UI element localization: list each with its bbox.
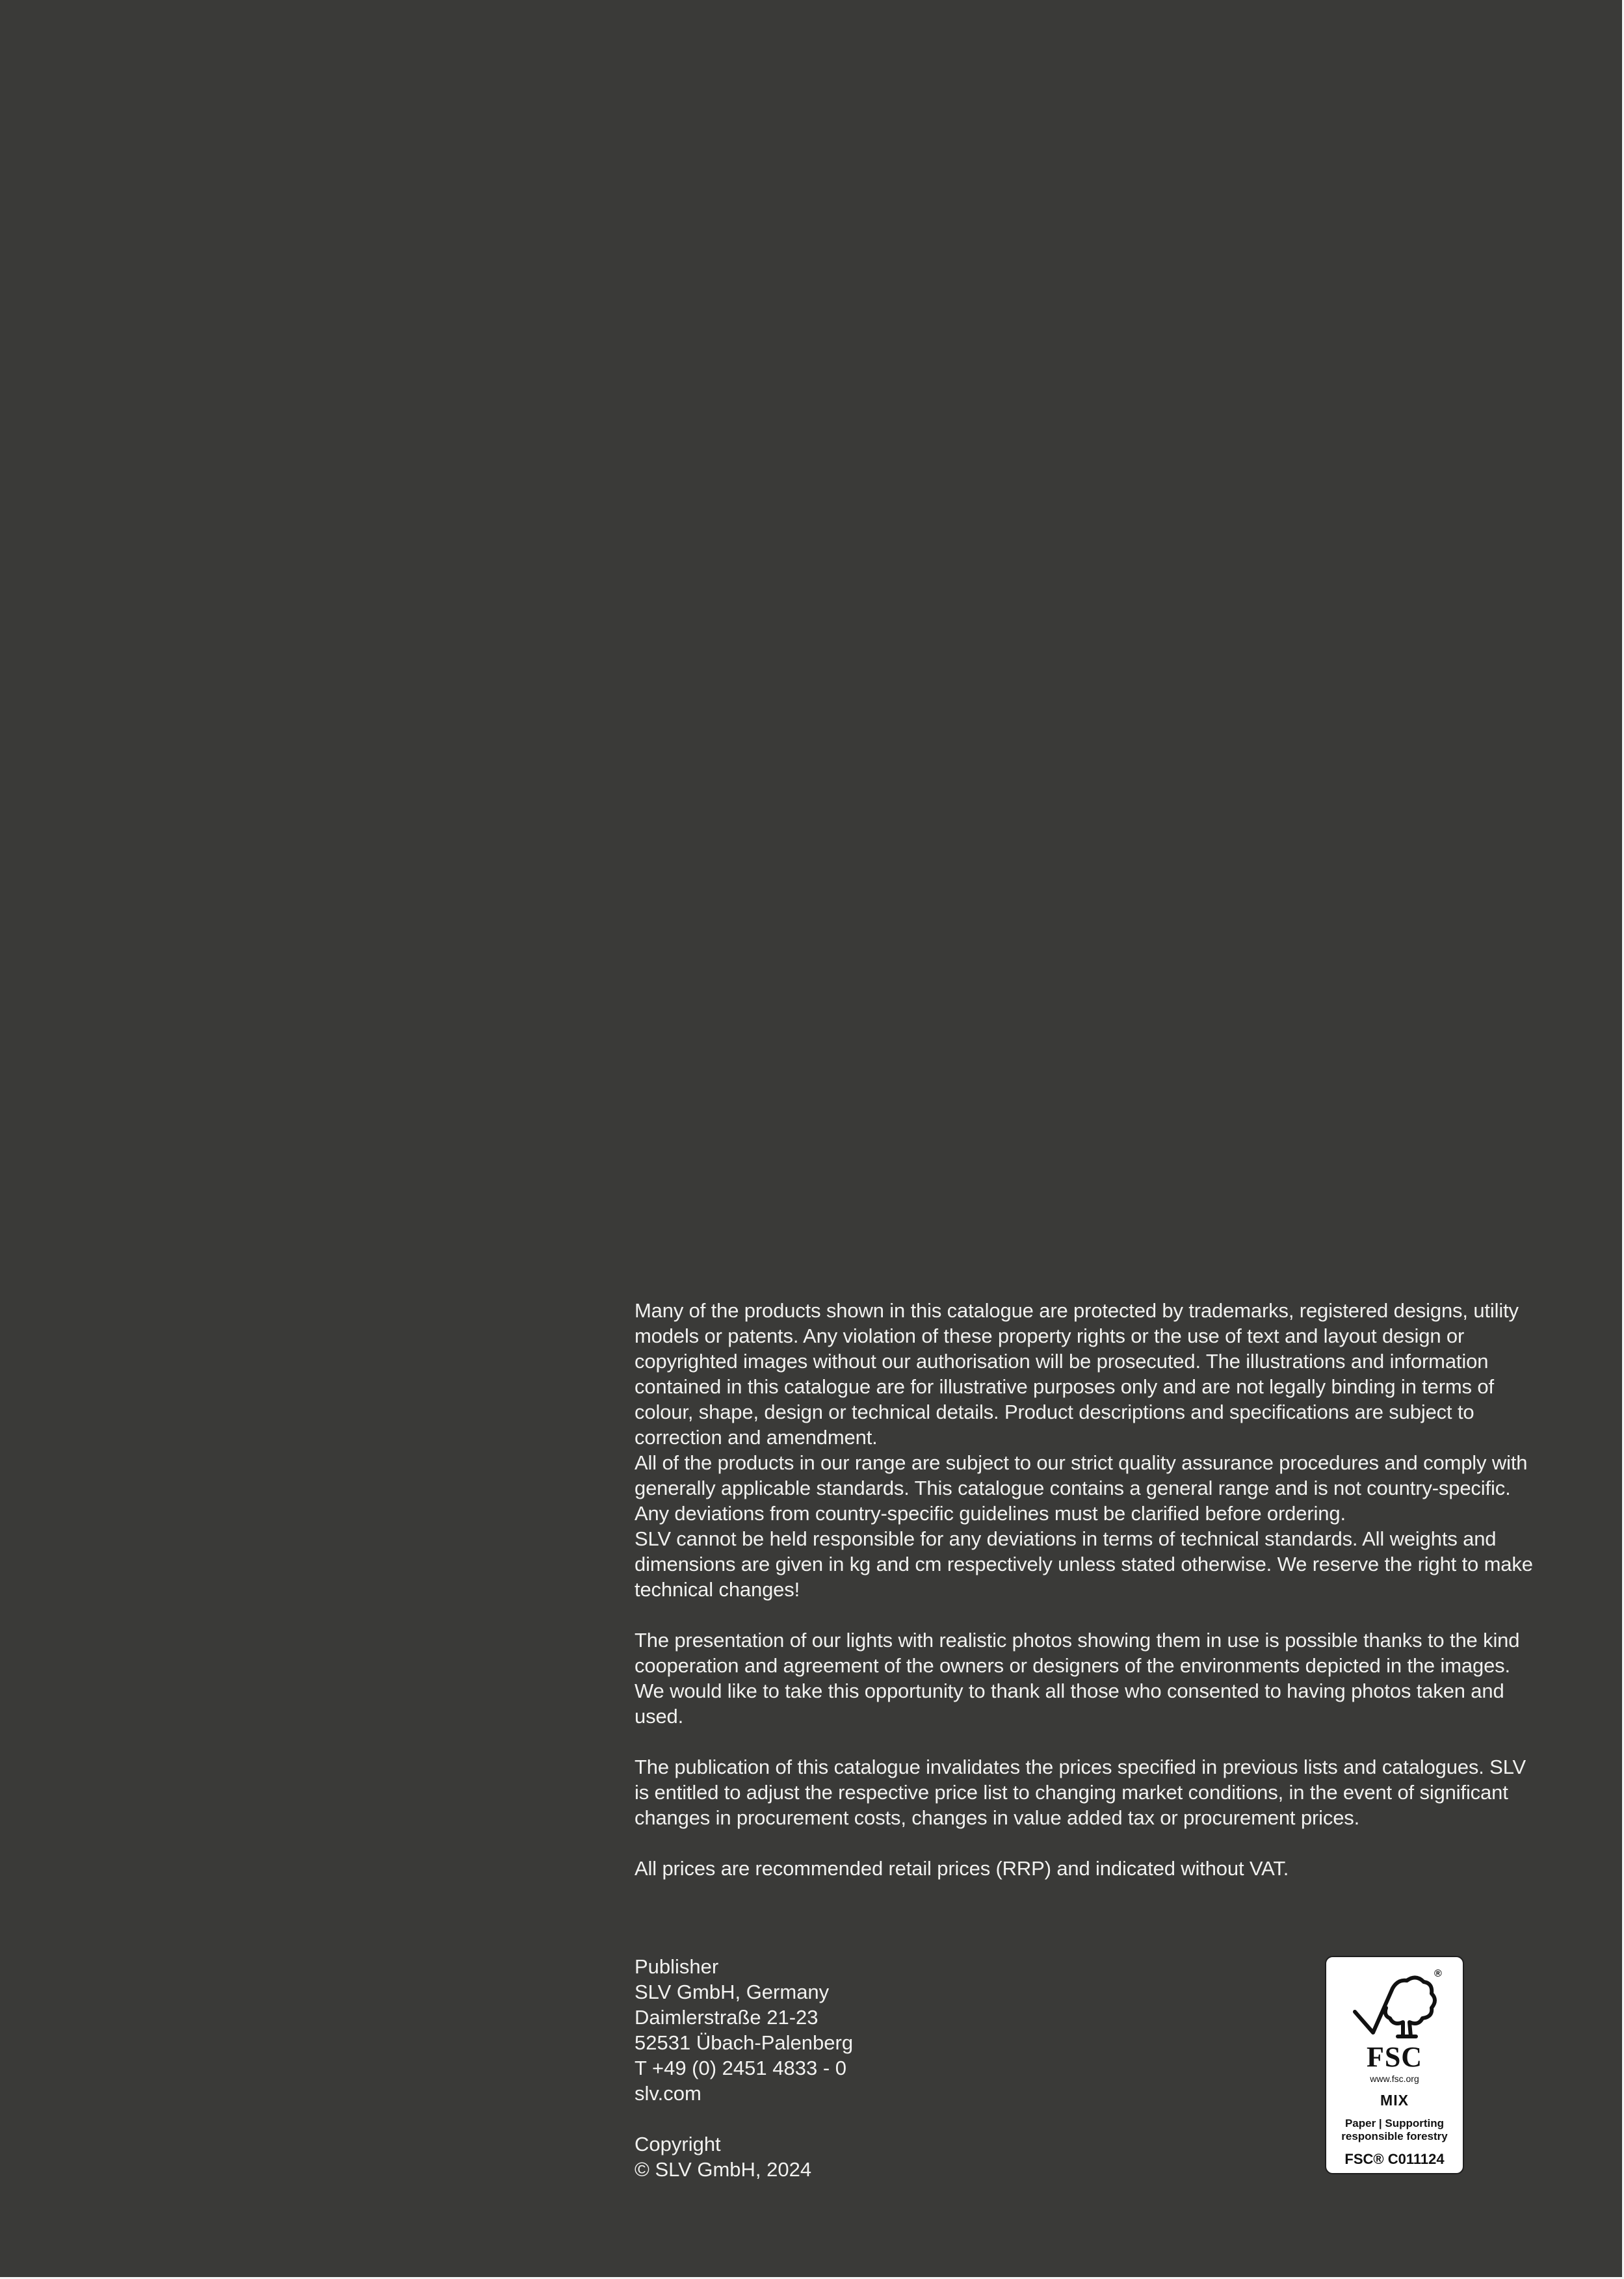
legal-paragraph-technical: SLV cannot be held responsible for any deviations in terms of technical standards. All weights and dimensions are given in kg and cm respectively unless stated otherwise. We reserve the right to make technical changes!: [635, 1527, 1533, 1601]
company-name: SLV GmbH, Germany: [635, 1981, 830, 2003]
publisher-label: Publisher: [635, 1955, 719, 1978]
copyright-text: © SLV GmbH, 2024: [635, 2158, 812, 2181]
copyright-label: Copyright: [635, 2133, 721, 2155]
legal-paragraph-trademarks: Many of the products shown in this catalogue are protected by trademarks, registered designs, utility models or patents. Any violation of these property rights or the use of text and layout design or copyrighted images without our authorisation will be prosecuted. The illustrations and information contained in this catalogue are for illustrative purposes only and are not legally binding in terms of colour, shape, design or technical details. Product descriptions and specifications are subject to correction and amendment.: [635, 1299, 1519, 1449]
legal-paragraph-quality: All of the products in our range are subject to our strict quality assurance procedures and comply with generally applicable standards. This catalogue contains a general range and is not country-specific. Any deviations from country-specific guidelines must be clarified before ordering.: [635, 1451, 1528, 1525]
fsc-description-line-1: Paper | Supporting: [1344, 2117, 1445, 2129]
legal-paragraph-rrp: All prices are recommended retail prices (RRP) and indicated without VAT.: [635, 1857, 1289, 1880]
fsc-registered-mark: ®: [1434, 1968, 1442, 1979]
city-address: 52531 Übach-Palenberg: [635, 2031, 854, 2054]
street-address: Daimlerstraße 21-23: [635, 2006, 819, 2029]
fsc-description-line-2: responsible forestry: [1341, 2130, 1448, 2142]
imprint: [635, 1954, 1090, 2182]
fsc-license-code: FSC® C011124: [1344, 2151, 1445, 2167]
legal-notice: [635, 1298, 1533, 1881]
fsc-tree-checkmark-icon: [1351, 1966, 1442, 2046]
fsc-name: FSC: [1366, 2041, 1423, 2073]
legal-paragraph-photos: The presentation of our lights with realistic photos showing them in use is possible thanks to the kind cooperation and agreement of the owners or designers of the environments depicted in the images. We would like to take this opportunity to thank all those who consented to having photos taken and used.: [635, 1629, 1520, 1728]
website-link[interactable]: slv.com: [635, 2082, 701, 2105]
legal-paragraph-prices: The publication of this catalogue invalidates the prices specified in previous lists and catalogues. SLV is entitled to adjust the respective price list to changing market conditions, in the event of significant changes in procurement costs, changes in value added tax or procurement prices.: [635, 1756, 1526, 1829]
fsc-certification-logo: [1325, 1956, 1464, 2174]
fsc-description: [1326, 2117, 1463, 2143]
fsc-mix-label: MIX: [1380, 2092, 1409, 2109]
phone-number: T +49 (0) 2451 4833 - 0: [635, 2057, 847, 2079]
fsc-url: www.fsc.org: [1370, 2074, 1419, 2084]
